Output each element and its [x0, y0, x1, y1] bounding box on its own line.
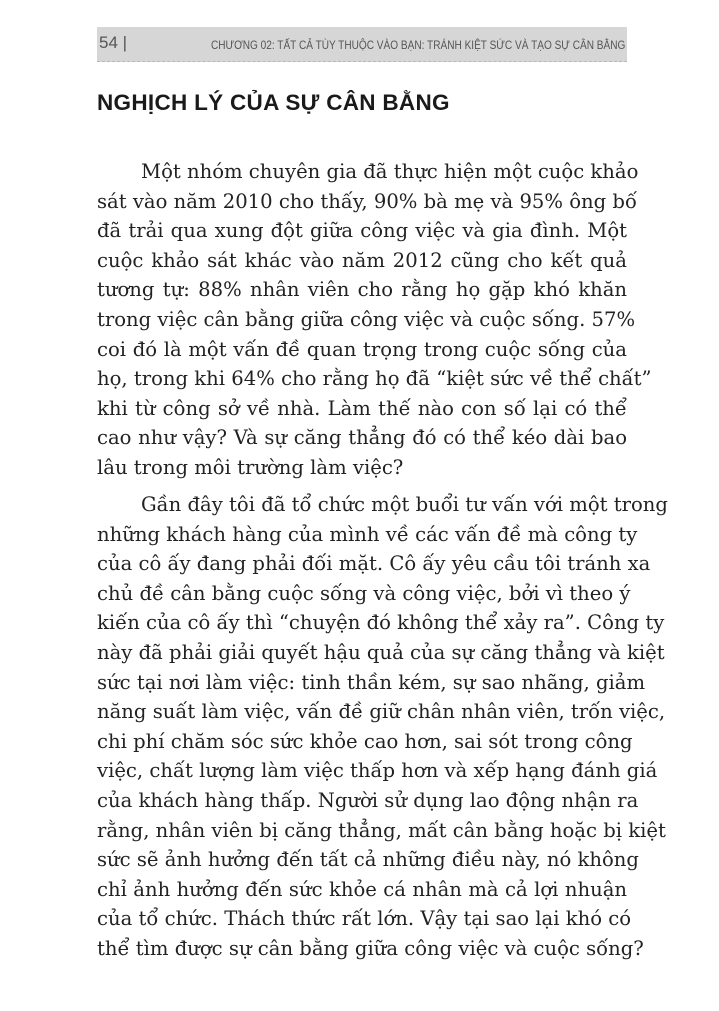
text-line: lâu trong môi trường làm việc? [97, 455, 404, 479]
running-title: CHƯƠNG 02: TẤT CẢ TÙY THUỘC VÀO BẠN: TRÁNH KIỆT SỨC VÀ TẠO SỰ CÂN BẰNG [210, 38, 625, 52]
running-header [97, 27, 627, 62]
text-line: cuộc khảo sát khác vào năm 2012 cũng cho kết quả [97, 248, 627, 272]
text-line: coi đó là một vấn đề quan trọng trong cuộc sống của [97, 337, 627, 361]
text-line: chi phí chăm sóc sức khỏe cao hơn, sai sót trong công [97, 729, 633, 753]
text-line: cao như vậy? Và sự căng thẳng đó có thể kéo dài bao [97, 426, 627, 450]
text-line: trong việc cân bằng giữa công việc và cuộc sống. 57% [97, 307, 636, 331]
text-line: sát vào năm 2010 cho thấy, 90% bà mẹ và 95% ông bố [97, 189, 637, 213]
paragraph-1 [97, 157, 652, 483]
paragraph-2 [97, 490, 668, 964]
text-line: Một nhóm chuyên gia đã thực hiện một cuộc khảo [141, 160, 639, 183]
header-separator: | [122, 33, 128, 52]
text-line: tương tự: 88% nhân viên cho rằng họ gặp khó khăn [97, 278, 627, 302]
section-title: NGHỊCH LÝ CỦA SỰ CÂN BẰNG [97, 90, 450, 115]
text-line: những khách hàng của mình về các vấn đề mà công ty [97, 522, 638, 546]
text-line: đã trải qua xung đột giữa công việc và gia đình. Một [97, 219, 627, 243]
text-line: sức tại nơi làm việc: tinh thần kém, sự sao nhãng, giảm [97, 670, 646, 694]
page-number-value: 54 [99, 33, 118, 52]
text-line: Gần đây tôi đã tổ chức một buổi tư vấn với một trong [141, 493, 668, 516]
text-line: của tổ chức. Thách thức rất lớn. Vậy tại sao lại khó có [97, 907, 632, 931]
text-line: của cô ấy đang phải đối mặt. Cô ấy yêu cầu tôi tránh xa [97, 552, 651, 576]
text-line: của khách hàng thấp. Người sử dụng lao động nhận ra [97, 788, 639, 812]
text-line: rằng, nhân viên bị căng thẳng, mất cân bằng hoặc bị kiệt [97, 818, 666, 842]
text-line: việc, chất lượng làm việc thấp hơn và xếp hạng đánh giá [97, 759, 658, 783]
text-line: sức sẽ ảnh hưởng đến tất cả những điều này, nó không [97, 848, 639, 872]
text-line: chủ đề cân bằng cuộc sống và công việc, bởi vì theo ý [97, 581, 631, 605]
text-line: họ, trong khi 64% cho rằng họ đã “kiệt sức về thể chất” [97, 367, 652, 391]
text-line: thể tìm được sự cân bằng giữa công việc và cuộc sống? [97, 936, 644, 960]
text-line: kiến của cô ấy thì “chuyện đó không thể xảy ra”. Công ty [97, 611, 665, 635]
text-line: chỉ ảnh hưởng đến sức khỏe cá nhân mà cả lợi nhuận [97, 877, 627, 901]
page-number [99, 33, 127, 53]
text-line: này đã phải giải quyết hậu quả của sự căng thẳng và kiệt [97, 640, 665, 664]
text-line: khi từ công sở về nhà. Làm thế nào con số lại có thể [97, 396, 627, 420]
text-line: năng suất làm việc, vấn đề giữ chân nhân viên, trốn việc, [97, 700, 666, 724]
